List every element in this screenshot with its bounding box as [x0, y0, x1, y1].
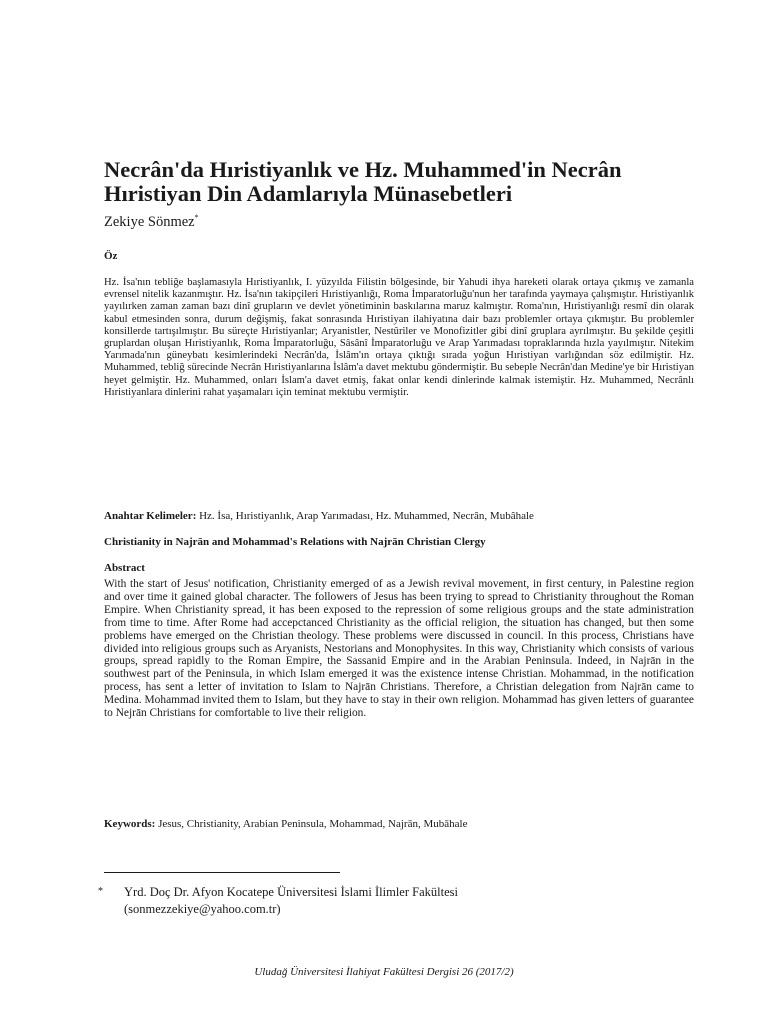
english-keywords-list: Jesus, Christianity, Arabian Peninsula, Mohammad, Najrān, Mubāhale [158, 818, 468, 830]
running-footer: Uludağ Üniversitesi İlahiyat Fakültesi Dergisi 26 (2017/2) [254, 966, 514, 978]
turkish-keywords-label: Anahtar Kelimeler: [104, 510, 197, 522]
turkish-abstract: Hz. İsa'nın tebliğe başlamasıyla Hıristiyanlık, I. yüzyılda Filistin bölgesinde, bir Yahudi ihya hareketi olarak ortaya çıkmış ve zamanla evrensel nitelik kazanmıştır. Hz. İsa'nın takipçileri Hıristiyanlığı, Roma İmparatorluğu'nun her tarafında yaymaya çalışmıştır. Hıristiyanlık yayılırken zaman zaman bazı dinî grupların ve devlet yönetiminin baskılarına maruz kalmıştır. Roma'nın, Hıristiyanlığı resmî din olarak kabul etmesinden sonra, durum değişmiş, fakat sonrasında Hıristiyan ilahiyatına dair bazı problemler ortaya çıkmıştır. Bu problemler konsillerde tartışılmıştır. Bu süreçte Hıristiyanlar; Aryanistler, Nestûriler ve Monofizitler gibi dinî gruplara ayrılmıştır. Bu şekilde çeşitli gruplardan oluşan Hıristiyanlık, Roma İmparatorluğu, Sâsânî İmparatorluğu ve Arap Yarımadası topraklarında hızla yayılmıştır. Nitekim Yarımada'nın güneybatı kesimlerindeki Necrân'da, İslâm'ın ortaya çıktığı sırada yoğun Hıristiyan varlığından söz edilmiştir. Hz. Muhammed, tebliğ sürecinde Necrân Hıristiyanlarına İslâm'a davet mektubu göndermiştir. Bu sebeple Necrân'dan Medine'ye bir Hıristiyan heyet gelmiştir. Hz. Muhammed, onları İslam'a davet etmiş, fakat onlar kendi dinlerinde kalmak istemiştir. Hz. Muhammed, Necrânlı Hıristiyanlara dinlerini rahat yaşamaları için teminat mektubu vermiştir. [104, 277, 694, 398]
footnote-affiliation: Yrd. Doç Dr. Afyon Kocatepe Üniversitesi İslami İlimler Fakültesi [124, 885, 458, 899]
english-abstract: With the start of Jesus' notification, Christianity emerged of as a Jewish revival movement, in first century, in Palestine region and over time it gained global character. The followers of Jesus has been trying to spread to Christianity throughout the Roman Empire. When Christianity spread, it has been exposed to the repression of some religious groups and the state administration from time to time. After Rome had accepctanced Christianity as the official religion, the situation has changed, but then some problems have emerged on the Christian theology. These problems were discussed in council. In this process, Christians have divided into religious groups such as Aryanists, Nestorians and Monophysites. In this way, Christianity which consists of various groups, spread rapidly to the Roman Empire, the Sassanid Empire and in the Arabian Peninsula. Indeed, in Najrān in the southwest part of the Peninsula, in which Islam emerged it was the existence intense Christian. Mohammad, in the notification process, has sent a letter of invitation to Islam to Najrān Christians. Therefore, a Christian delegation from Najrān came to Medina. Mohammad invited them to Islam, but they have to stay in their own religion. Mohammad has given letters of guarantee to Nejrān Christians for comfortable to live their religion. [104, 578, 694, 720]
footnote-email[interactable]: (sonmezzekiye@yahoo.com.tr) [124, 902, 281, 916]
english-keywords-label: Keywords: [104, 818, 156, 830]
footnote-mark: * [98, 886, 103, 897]
turkish-keywords [104, 510, 694, 522]
author-footnote-mark: * [194, 213, 199, 222]
turkish-keywords-list: Hz. İsa, Hıristiyanlık, Arap Yarımadası, Hz. Muhammed, Necrân, Mubâhale [199, 510, 534, 522]
footnote [98, 884, 664, 918]
english-keywords [104, 818, 694, 830]
author-line [104, 213, 199, 231]
oz-heading: Öz [104, 250, 118, 262]
footnote-divider [104, 872, 340, 873]
article-title: Necrân'da Hıristiyanlık ve Hz. Muhammed'in Necrân Hıristiyan Din Adamlarıyla Münasebetleri [104, 157, 622, 206]
english-title: Christianity in Najrān and Mohammad's Relations with Najrān Christian Clergy [104, 536, 486, 548]
author-name: Zekiye Sönmez [104, 213, 195, 230]
abstract-heading: Abstract [104, 562, 145, 574]
